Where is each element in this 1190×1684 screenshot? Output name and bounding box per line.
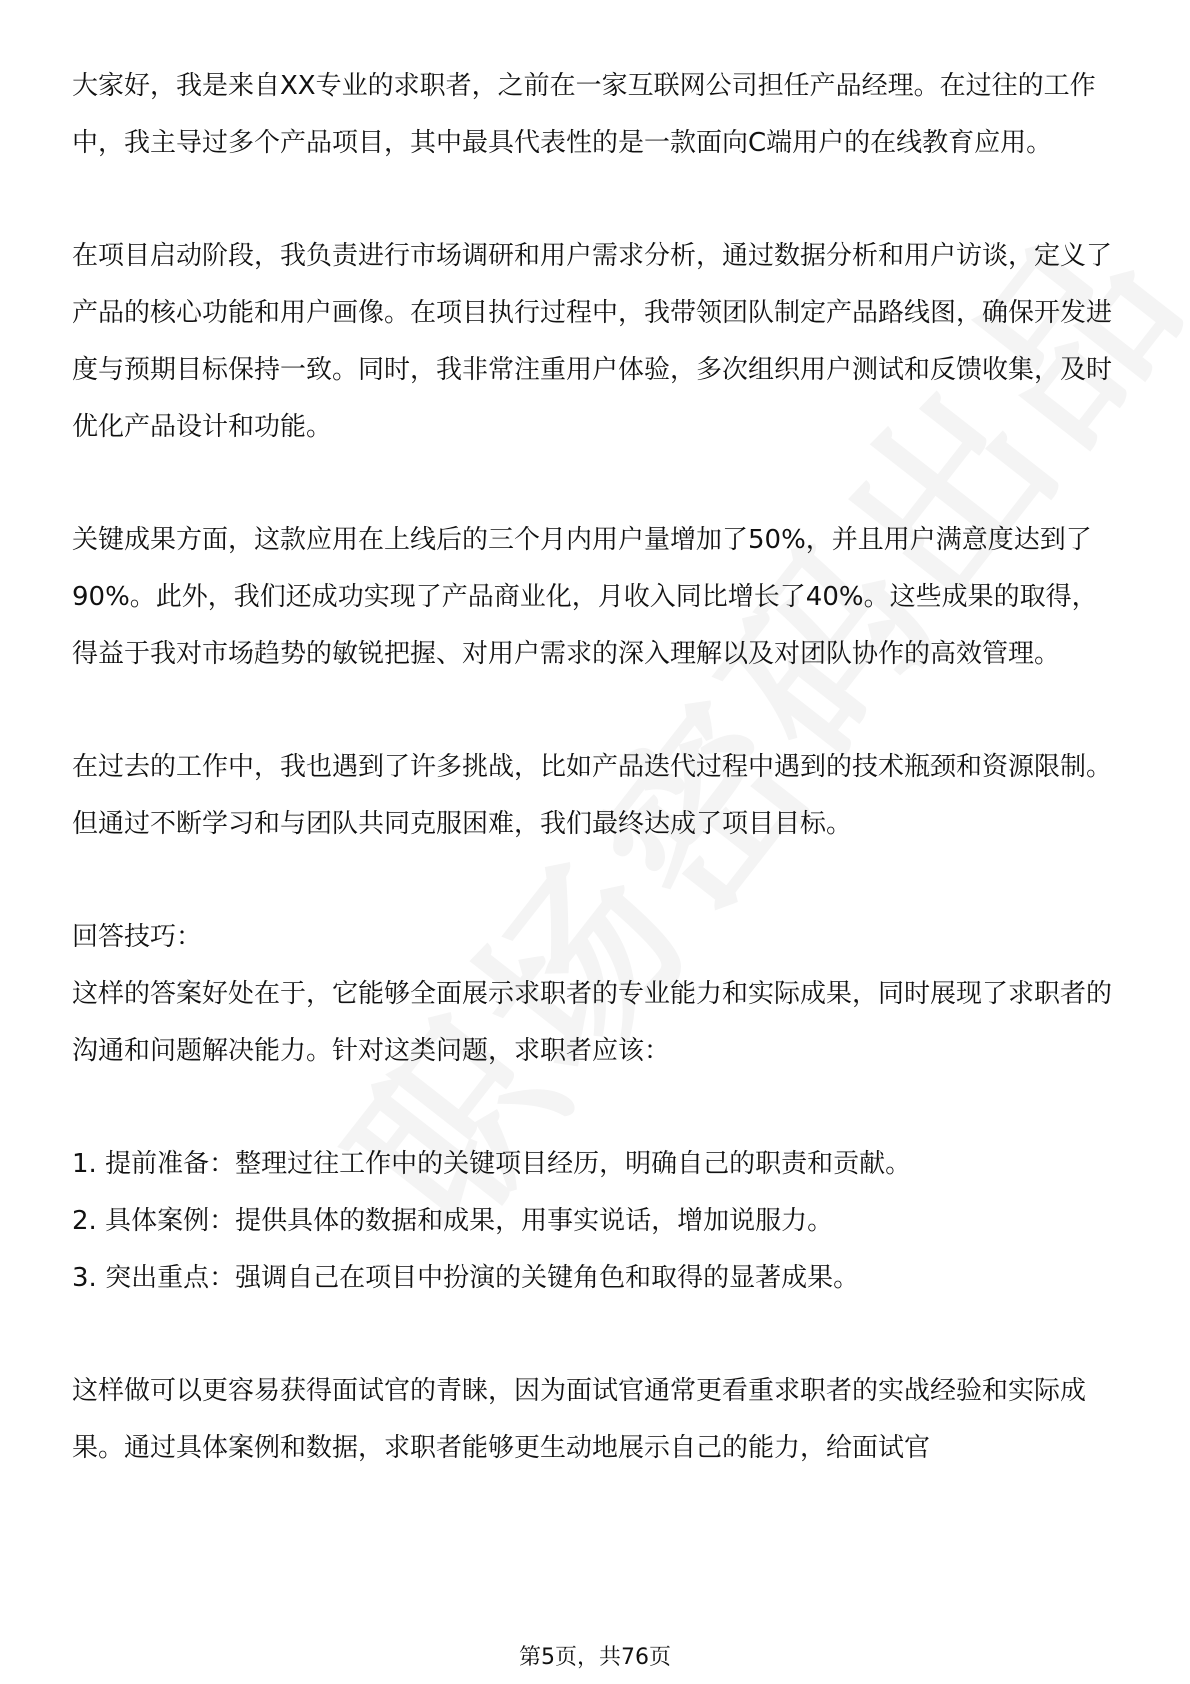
paragraph-spacer bbox=[72, 456, 1122, 512]
paragraph-spacer bbox=[72, 853, 1122, 909]
paragraph-conclusion: 这样做可以更容易获得面试官的青睐，因为面试官通常更看重求职者的实战经验和实际成果。通过具体案例和数据，求职者能够更生动地展示自己的能力，给面试官 bbox=[72, 1376, 1087, 1463]
paragraph-spacer bbox=[72, 1080, 1122, 1136]
tips-intro: 这样的答案好处在于，它能够全面展示求职者的专业能力和实际成果，同时展现了求职者的沟通和问题解决能力。针对这类问题，求职者应该： bbox=[72, 979, 1113, 1066]
paragraph-challenges: 在过去的工作中，我也遇到了许多挑战，比如产品迭代过程中遇到的技术瓶颈和资源限制。但通过不断学习和与团队共同克服困难，我们最终达成了项目目标。 bbox=[72, 752, 1113, 839]
tips-heading: 回答技巧： bbox=[72, 922, 203, 952]
paragraph-spacer bbox=[72, 172, 1122, 228]
page-number-footer: 第5页，共76页 bbox=[519, 1645, 671, 1670]
paragraph-key-results: 关键成果方面，这款应用在上线后的三个月内用户量增加了50%，并且用户满意度达到了90%。此外，我们还成功实现了产品商业化，月收入同比增长了40%。这些成果的取得，得益于我对市场趋势的敏锐把握、对用户需求的深入理解以及对团队协作的高效管理。 bbox=[72, 525, 1098, 669]
paragraph-intro: 大家好，我是来自XX专业的求职者，之前在一家互联网公司担任产品经理。在过往的工作中，我主导过多个产品项目，其中最具代表性的是一款面向C端用户的在线教育应用。 bbox=[72, 71, 1096, 158]
paragraph-spacer bbox=[72, 1307, 1122, 1363]
tip-item-2: 2. 具体案例：提供具体的数据和成果，用事实说话，增加说服力。 bbox=[72, 1206, 834, 1236]
tip-item-3: 3. 突出重点：强调自己在项目中扮演的关键角色和取得的显著成果。 bbox=[72, 1263, 860, 1293]
paragraph-spacer bbox=[72, 683, 1122, 739]
tip-item-1: 1. 提前准备：整理过往工作中的关键项目经历，明确自己的职责和贡献。 bbox=[72, 1149, 912, 1179]
paragraph-project-process: 在项目启动阶段，我负责进行市场调研和用户需求分析，通过数据分析和用户访谈，定义了产品的核心功能和用户画像。在项目执行过程中，我带领团队制定产品路线图，确保开发进度与预期目标保持一致。同时，我非常注重用户体验，多次组织用户测试和反馈收集，及时优化产品设计和功能。 bbox=[72, 241, 1113, 442]
document-body bbox=[72, 58, 1122, 1477]
